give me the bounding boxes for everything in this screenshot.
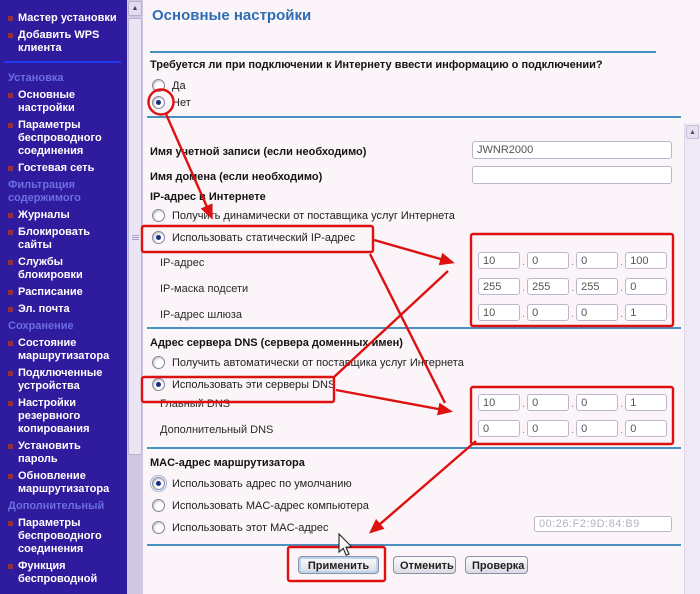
- octet-dot: .: [620, 308, 624, 320]
- account-name-label: Имя учетной записи (если необходимо): [150, 146, 367, 158]
- sidebar-item-label: Установка: [8, 72, 64, 84]
- bullet-icon: [8, 166, 13, 171]
- account-name-input[interactable]: [472, 141, 672, 159]
- sidebar-item-label: Обновление маршрутизатора: [18, 470, 110, 495]
- ip-address-label: IP-адрес: [160, 257, 205, 269]
- domain-name-label: Имя домена (если необходимо): [150, 171, 323, 183]
- ip-octet-input[interactable]: [527, 304, 569, 321]
- ip-section-header: IP-адрес в Интернете: [150, 191, 266, 203]
- radio-mac-this-label: Использовать этот MAC-адрес: [172, 521, 329, 534]
- sidebar-item-label: Параметры беспроводного соединения: [18, 517, 102, 555]
- sidebar-item[interactable]: [6, 226, 123, 252]
- divider: [150, 51, 656, 53]
- octet-dot: .: [571, 308, 575, 320]
- sidebar-item-label: Функция беспроводной: [18, 560, 98, 585]
- bullet-icon: [8, 401, 13, 406]
- sidebar-item[interactable]: [6, 29, 123, 55]
- octet-dot: .: [571, 398, 575, 410]
- octet-dot: .: [571, 256, 575, 268]
- sidebar-item-label: Добавить WPS клиента: [18, 29, 100, 54]
- octet-dot: .: [571, 424, 575, 436]
- dns-octet-input[interactable]: [478, 394, 520, 411]
- sidebar: [0, 0, 127, 594]
- radio-yes[interactable]: [152, 79, 165, 92]
- bullet-icon: [8, 371, 13, 376]
- dns-secondary-label: Дополнительный DNS: [160, 424, 274, 436]
- sidebar-item[interactable]: [6, 303, 123, 316]
- sidebar-item: [6, 179, 123, 205]
- ip-gateway-octets: [478, 304, 669, 321]
- sidebar-item: [6, 72, 123, 85]
- sidebar-item-label: Службы блокировки: [18, 256, 83, 281]
- sidebar-item[interactable]: [6, 162, 123, 175]
- mac-address-input[interactable]: [534, 516, 672, 532]
- ip-octet-input[interactable]: [576, 278, 618, 295]
- radio-mac-default[interactable]: [152, 477, 165, 490]
- radio-mac-computer-label: Использовать MAC-адрес компьютера: [172, 499, 369, 512]
- bullet-icon: [8, 260, 13, 265]
- radio-dns-auto-label: Получить автоматически от поставщика услуг Интернета: [172, 356, 464, 369]
- main-scrollbar[interactable]: [684, 123, 700, 594]
- dns-octet-input[interactable]: [576, 394, 618, 411]
- bullet-icon: [8, 474, 13, 479]
- dns-octet-input[interactable]: [527, 394, 569, 411]
- sidebar-item[interactable]: [6, 440, 123, 466]
- sidebar-item: [6, 500, 123, 513]
- dns-primary-label: Главный DNS: [160, 398, 231, 410]
- dns-octet-input[interactable]: [576, 420, 618, 437]
- dns-octet-input[interactable]: [625, 420, 667, 437]
- domain-name-input[interactable]: [472, 166, 672, 184]
- sidebar-item-label: Состояние маршрутизатора: [18, 337, 110, 362]
- radio-no-label: Нет: [172, 96, 191, 109]
- divider: [147, 116, 681, 118]
- bullet-icon: [8, 213, 13, 218]
- bullet-icon: [8, 123, 13, 128]
- sidebar-item-label: Расписание: [18, 286, 83, 298]
- ip-octet-input[interactable]: [625, 252, 667, 269]
- sidebar-item-label: Журналы: [18, 209, 70, 221]
- divider: [147, 447, 681, 449]
- sidebar-item[interactable]: [6, 256, 123, 282]
- radio-mac-this[interactable]: [152, 521, 165, 534]
- sidebar-item-label: Дополнительный: [8, 500, 105, 512]
- sidebar-item[interactable]: [6, 397, 123, 436]
- octet-dot: .: [522, 256, 526, 268]
- octet-dot: .: [522, 308, 526, 320]
- connection-question: Требуется ли при подключении к Интернету ввести информацию о подключении?: [150, 59, 603, 71]
- sidebar-item-label: Установить пароль: [18, 440, 81, 465]
- radio-no[interactable]: [152, 96, 165, 109]
- page-title: Основные настройки: [152, 7, 312, 24]
- radio-dns-auto[interactable]: [152, 356, 165, 369]
- bullet-icon: [8, 93, 13, 98]
- octet-dot: .: [620, 398, 624, 410]
- sidebar-item-label: Блокировать сайты: [18, 226, 91, 251]
- radio-ip-static-label: Использовать статический IP-адрес: [172, 231, 356, 244]
- bullet-icon: [8, 341, 13, 346]
- ip-mask-octets: [478, 278, 669, 295]
- sidebar-item[interactable]: [6, 209, 123, 222]
- apply-button[interactable]: Применить: [298, 556, 379, 574]
- sidebar-item[interactable]: [6, 12, 123, 25]
- ip-gateway-label: IP-адрес шлюза: [160, 309, 243, 321]
- ip-octet-input[interactable]: [527, 252, 569, 269]
- sidebar-scrollbar[interactable]: [127, 0, 143, 594]
- radio-dns-these[interactable]: [152, 378, 165, 391]
- bullet-icon: [8, 230, 13, 235]
- bullet-icon: [8, 521, 13, 526]
- dns-octet-input[interactable]: [527, 420, 569, 437]
- sidebar-scroll-up-button[interactable]: [128, 1, 142, 16]
- radio-dns-these-label: Использовать эти серверы DNS: [172, 378, 336, 391]
- ip-address-octets: [478, 252, 669, 269]
- test-button[interactable]: Проверка: [465, 556, 528, 574]
- sidebar-item-label: Основные настройки: [18, 89, 75, 114]
- sidebar-item-label: Эл. почта: [18, 303, 70, 315]
- ip-mask-label: IP-маска подсети: [160, 283, 249, 295]
- sidebar-item-label: Мастер установки: [18, 12, 117, 24]
- divider: [147, 544, 681, 546]
- octet-dot: .: [522, 398, 526, 410]
- sidebar-item-label: Параметры беспроводного соединения: [18, 119, 102, 157]
- bullet-icon: [8, 16, 13, 21]
- ip-octet-input[interactable]: [478, 304, 520, 321]
- octet-dot: .: [522, 424, 526, 436]
- radio-mac-computer[interactable]: [152, 499, 165, 512]
- ip-octet-input[interactable]: [625, 278, 667, 295]
- sidebar-item[interactable]: [6, 286, 123, 299]
- sidebar-item-label: Фильтрация содержимого: [8, 179, 81, 204]
- sidebar-item-label: Сохранение: [8, 320, 74, 332]
- sidebar-item[interactable]: [6, 560, 123, 586]
- octet-dot: .: [522, 282, 526, 294]
- octet-dot: .: [620, 424, 624, 436]
- dns-octet-input[interactable]: [625, 394, 667, 411]
- sidebar-item[interactable]: [6, 337, 123, 363]
- sidebar-item[interactable]: [6, 517, 123, 556]
- dns-primary-octets: [478, 394, 669, 411]
- scroll-up-icon: ▲: [689, 129, 696, 136]
- octet-dot: .: [620, 282, 624, 294]
- sidebar-item: [4, 61, 121, 63]
- sidebar-item[interactable]: [6, 470, 123, 496]
- bullet-icon: [8, 444, 13, 449]
- sidebar-item[interactable]: [6, 119, 123, 158]
- radio-ip-dynamic[interactable]: [152, 209, 165, 222]
- sidebar-scrollbar-thumb[interactable]: [128, 18, 142, 455]
- bullet-icon: [8, 564, 13, 569]
- sidebar-item-label: Настройки резервного копирования: [18, 397, 90, 435]
- octet-dot: .: [571, 282, 575, 294]
- sidebar-item[interactable]: [6, 89, 123, 115]
- dns-section-header: Адрес сервера DNS (сервера доменных имен): [150, 337, 403, 349]
- bullet-icon: [8, 33, 13, 38]
- ip-octet-input[interactable]: [625, 304, 667, 321]
- sidebar-item-label: Подключенные устройства: [18, 367, 103, 392]
- dns-secondary-octets: [478, 420, 669, 437]
- ip-octet-input[interactable]: [576, 304, 618, 321]
- bullet-icon: [8, 307, 13, 312]
- sidebar-item[interactable]: [6, 367, 123, 393]
- radio-ip-static[interactable]: [152, 231, 165, 244]
- divider: [147, 327, 681, 329]
- scroll-up-icon: ▲: [131, 5, 139, 12]
- cancel-button[interactable]: Отменить: [393, 556, 456, 574]
- bullet-icon: [8, 290, 13, 295]
- ip-octet-input[interactable]: [527, 278, 569, 295]
- scrollbar-grip-icon: [132, 235, 139, 240]
- ip-octet-input[interactable]: [478, 252, 520, 269]
- octet-dot: .: [620, 256, 624, 268]
- sidebar-item-label: Гостевая сеть: [18, 162, 95, 174]
- dns-octet-input[interactable]: [478, 420, 520, 437]
- main-scroll-up-button[interactable]: [686, 125, 699, 139]
- mac-section-header: MAC-адрес маршрутизатора: [150, 457, 305, 469]
- ip-octet-input[interactable]: [478, 278, 520, 295]
- ip-octet-input[interactable]: [576, 252, 618, 269]
- main-panel: [143, 0, 700, 594]
- sidebar-item: [6, 320, 123, 333]
- radio-yes-label: Да: [172, 79, 186, 92]
- radio-mac-default-label: Использовать адрес по умолчанию: [172, 477, 352, 490]
- radio-ip-dynamic-label: Получить динамически от поставщика услуг Интернета: [172, 209, 455, 222]
